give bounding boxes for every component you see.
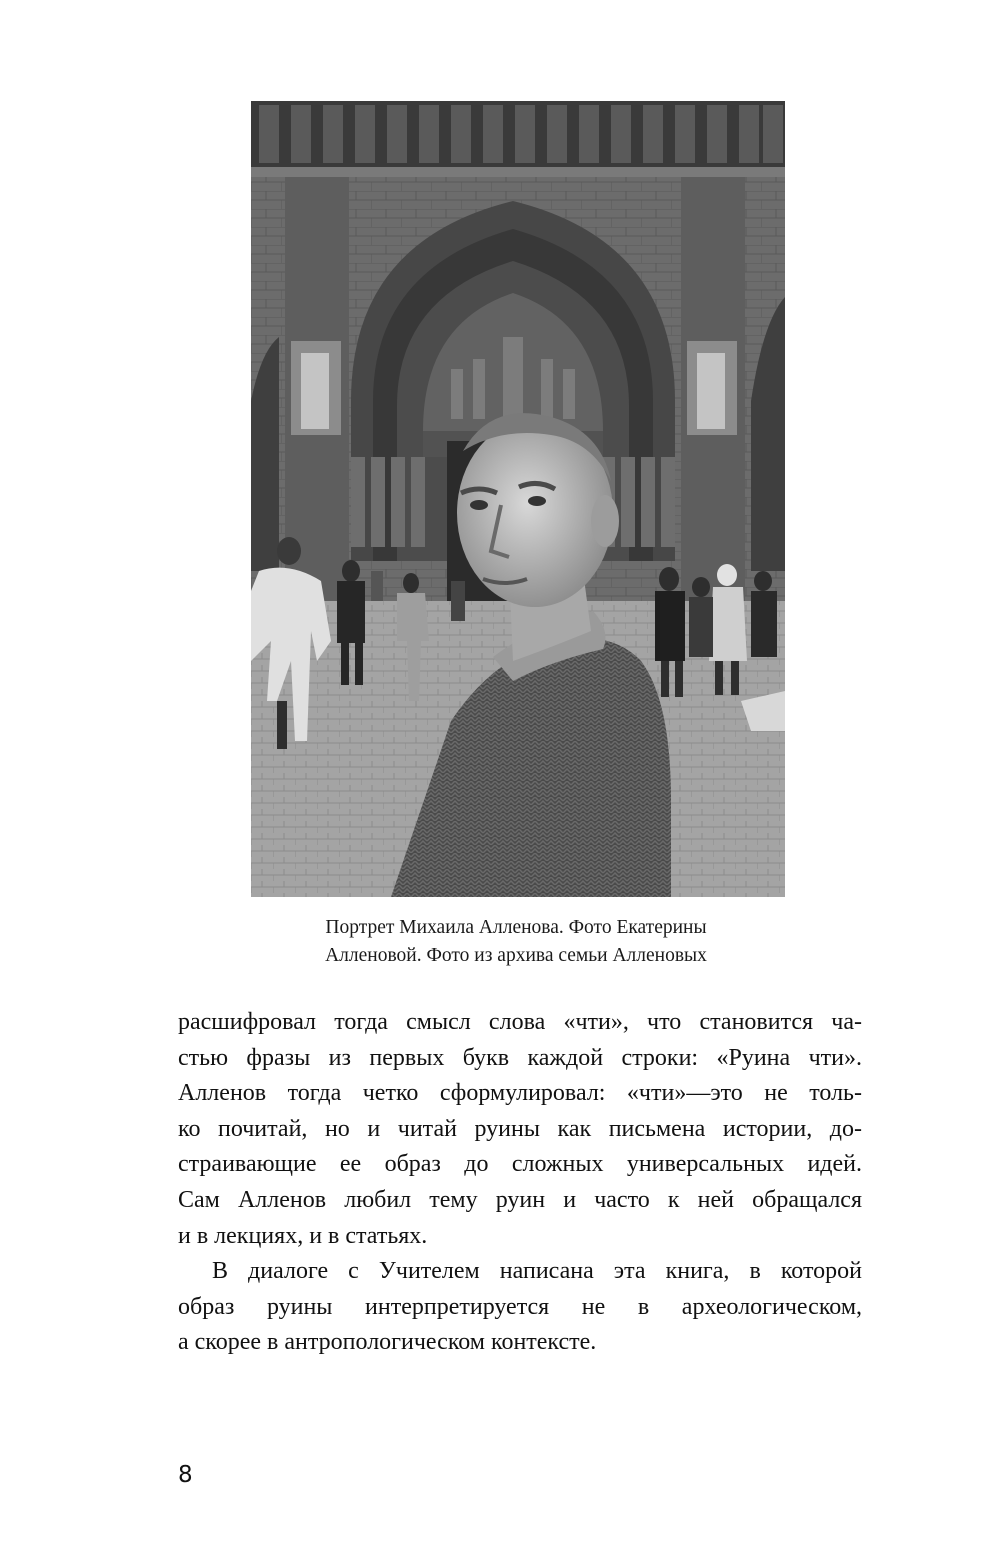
text-line: В диалоге с Учителем написана эта книга, в которой: [212, 1258, 862, 1285]
portrait-photo: [251, 101, 785, 897]
caption-line: Портрет Михаила Алленова. Фото Екатерины: [325, 917, 707, 938]
text-line: ко почитай, но и читай руины как письмена истории, до-: [178, 1115, 862, 1142]
text-line: а скорее в антропологическом контексте.: [178, 1329, 597, 1356]
text-line: Сам Алленов любил тему руин и часто к ней обращался: [178, 1186, 862, 1213]
text-line: стью фразы из первых букв каждой строки: «Руина чти».: [178, 1044, 862, 1071]
text-line: расшифровал тогда смысл слова «чти», что становится ча-: [178, 1009, 862, 1035]
text-line: образ руины интерпретируется не в археологическом,: [178, 1293, 862, 1320]
photo-caption: [200, 914, 832, 970]
paragraph: [178, 1005, 862, 1254]
text-line: Алленов тогда четко сформулировал: «чти»—это не толь-: [178, 1080, 862, 1107]
caption-line: Алленовой. Фото из архива семьи Алленовых: [325, 945, 707, 966]
body-text: [178, 1005, 862, 1361]
page-number: 8: [178, 1462, 193, 1488]
text-line: страивающие ее образ до сложных универсальных идей.: [178, 1151, 862, 1178]
text-line: и в лекциях, и в статьях.: [178, 1222, 428, 1249]
paragraph: [178, 1254, 862, 1361]
